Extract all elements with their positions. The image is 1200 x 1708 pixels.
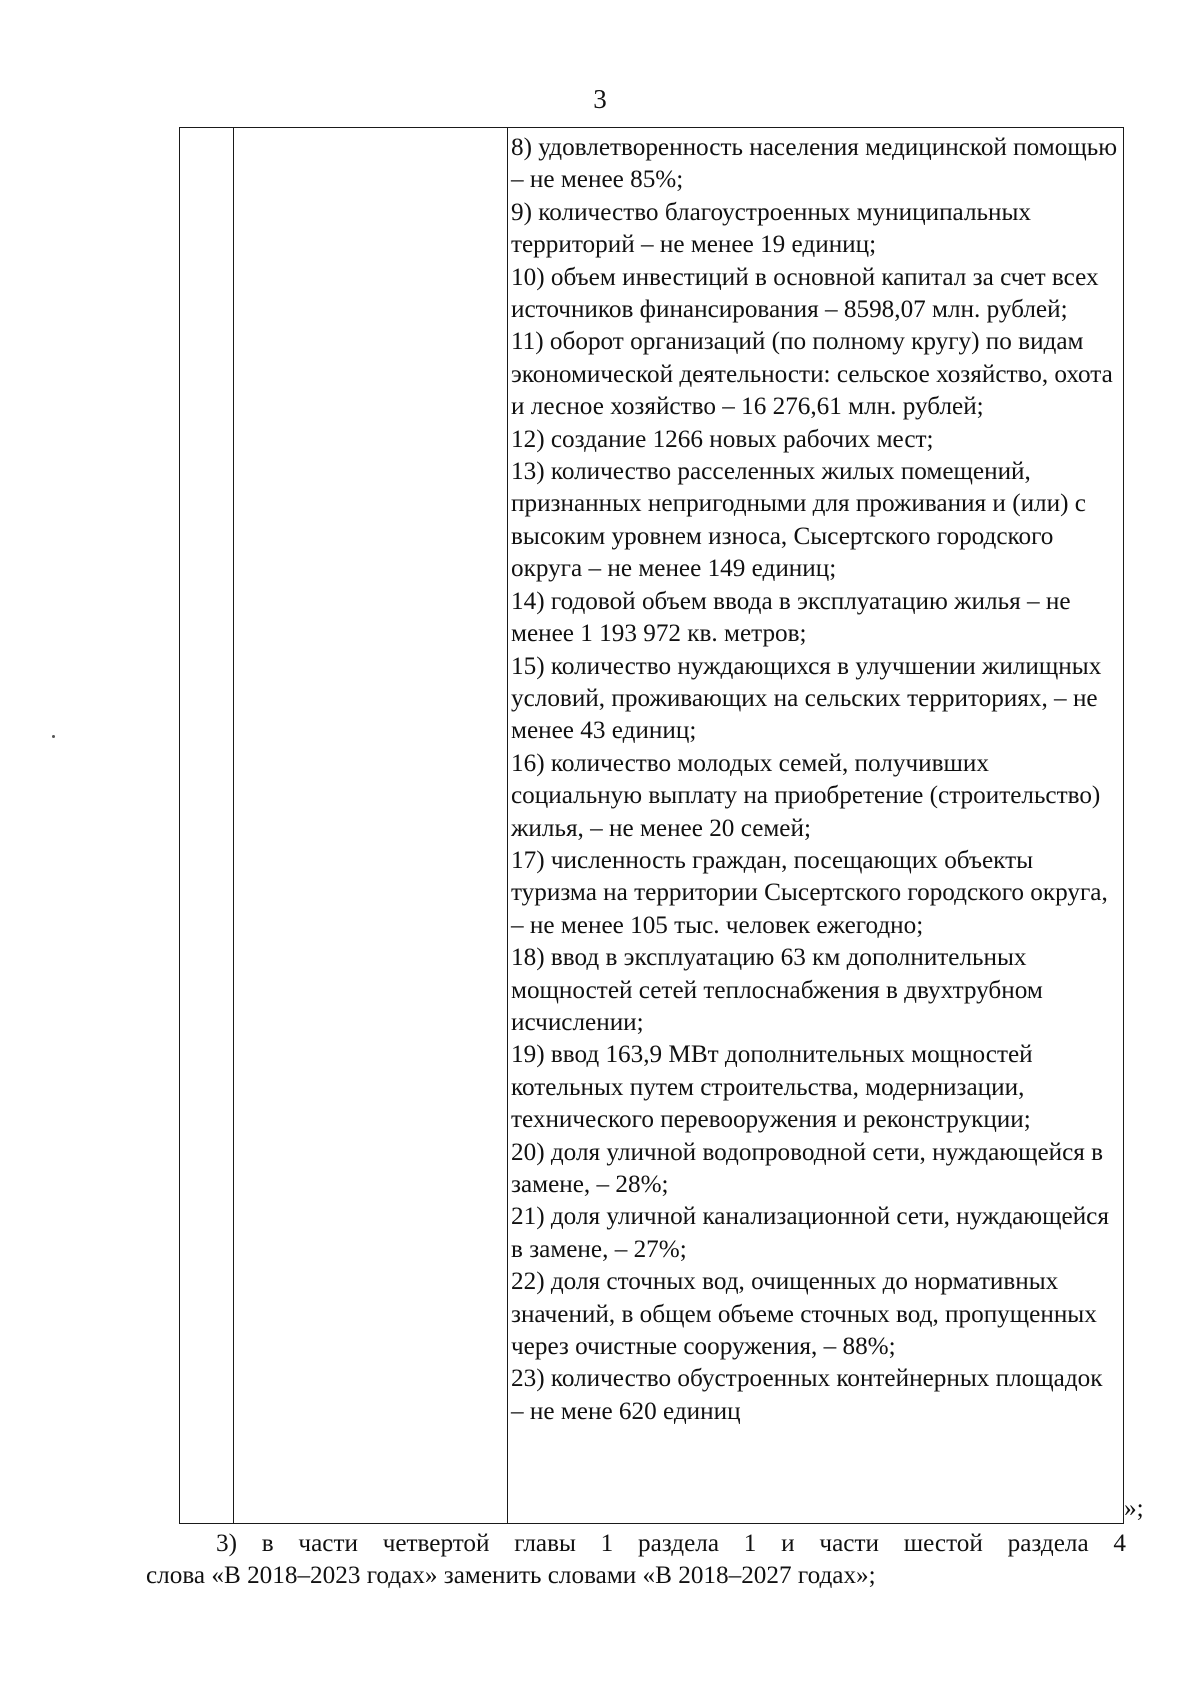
indicator-item-22: 22) доля сточных вод, очищенных до нормативных значений, в общем объеме сточных вод, пропущенных через очистные сооружения, – 88%; — [511, 1268, 1097, 1361]
indicator-item-18: 18) ввод в эксплуатацию 63 км дополнительных мощностей сетей теплоснабжения в двухтрубном исчислении; — [511, 944, 1043, 1036]
amendment-line-1: 3) в части четвертой главы 1 раздела 1 и части шестой раздела 4 — [216, 1530, 1126, 1557]
indicator-item-20: 20) доля уличной водопроводной сети, нуждающейся в замене, – 28%; — [511, 1138, 1104, 1198]
closing-quote-mark: »; — [1124, 1495, 1144, 1522]
indicator-item-19: 19) ввод 163,9 МВт дополнительных мощностей котельных путем строительства, модернизации, технического перевооружения и реконструкции; — [511, 1041, 1033, 1134]
indicator-item-8: 8) удовлетворенность населения медицинской помощью – не менее 85%; — [511, 134, 1118, 194]
page-number: 3 — [593, 84, 607, 114]
table-row — [180, 128, 1124, 1524]
indicator-list — [508, 128, 1123, 1428]
amendment-line-2: слова «В 2018–2023 годах» заменить словами «В 2018–2027 годах»; — [146, 1562, 876, 1590]
indicator-item-14: 14) годовой объем ввода в эксплуатацию жилья – не менее 1 193 972 кв. метров; — [511, 587, 1071, 648]
indicator-item-12: 12) создание 1266 новых рабочих мест; — [511, 425, 934, 453]
indicator-item-15: 15) количество нуждающихся в улучшении жилищных условий, проживающих на сельских территориях, – не менее 43 единиц; — [511, 652, 1102, 745]
indicators-table — [179, 127, 1124, 1524]
scan-speck — [52, 735, 55, 738]
indicator-item-21: 21) доля уличной канализационной сети, нуждающейся в замене, – 27%; — [511, 1203, 1109, 1263]
indicator-item-16: 16) количество молодых семей, получивших социальную выплату на приобретение (строительство) жилья, – не менее 20 семей; — [511, 749, 1101, 842]
indicator-item-23: 23) количество обустроенных контейнерных площадок – не мене 620 единиц — [511, 1365, 1103, 1425]
indicator-item-10: 10) объем инвестиций в основной капитал за счет всех источников финансирования – 8598,07 млн. рублей; — [511, 263, 1099, 324]
table-cell-empty-middle — [234, 128, 508, 1524]
indicator-item-17: 17) численность граждан, посещающих объекты туризма на территории Сысертского городского округа, – не менее 105 тыс. человек ежегодно; — [511, 846, 1108, 939]
table-cell-indicators — [508, 128, 1124, 1524]
indicator-item-11: 11) оборот организаций (по полному кругу) по видам экономической деятельности: сельское хозяйство, охота и лесное хозяйство – 16 276,61 млн. рублей; — [511, 328, 1113, 421]
indicator-item-9: 9) количество благоустроенных муниципальных территорий – не менее 19 единиц; — [511, 198, 1032, 259]
amendment-paragraph — [146, 1528, 1126, 1593]
table-cell-empty-left — [180, 128, 234, 1524]
indicator-item-13: 13) количество расселенных жилых помещений, признанных непригодными для проживания и (или) с высоким уровнем износа, Сысертского городского округа – не менее 149 единиц; — [511, 458, 1086, 583]
